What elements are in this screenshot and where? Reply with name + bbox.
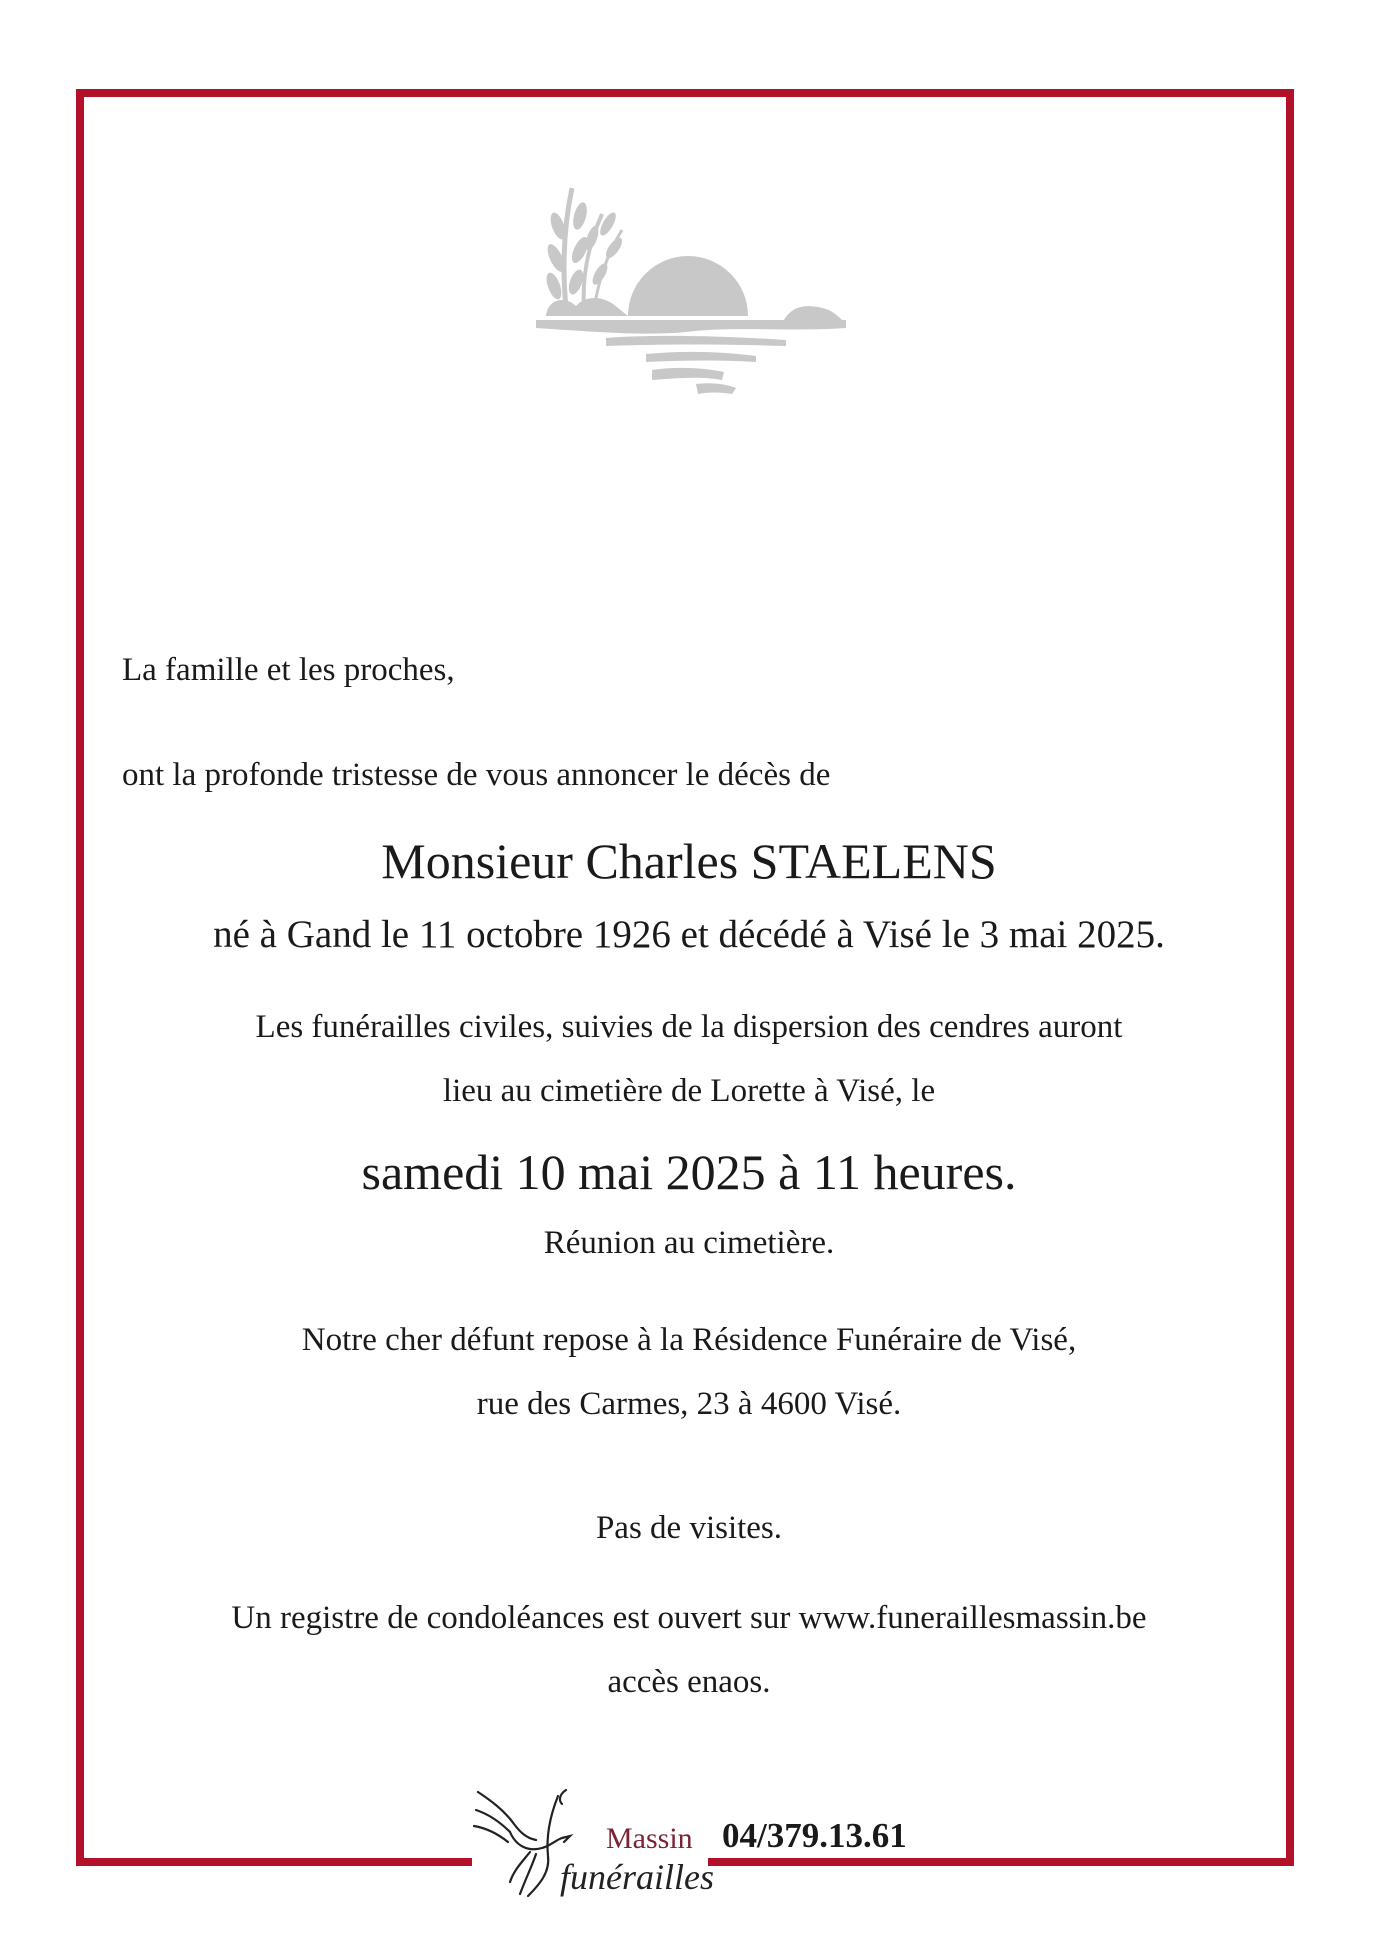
phone-number: 04/379.13.61 [722,1816,907,1855]
rest-line-2: rue des Carmes, 23 à 4600 Visé. [476,1386,902,1422]
birth-death-dates: né à Gand le 11 octobre 1926 et décédé à Visé le 3 mai 2025. [213,913,1165,956]
meeting-place: Réunion au cimetière. [543,1225,835,1261]
visits-note: Pas de visites. [595,1510,783,1546]
intro-text: La famille et les proches, [122,652,455,688]
funeral-line-2: lieu au cimetière de Lorette à Visé, le [442,1073,936,1109]
sunset-reeds-icon [536,186,846,422]
registry-line-2: accès enaos. [607,1664,771,1700]
funeral-date: samedi 10 mai 2025 à 11 heures. [361,1144,1017,1200]
funeral-home-logo [470,1786,714,1904]
funeral-line-1: Les funérailles civiles, suivies de la dispersion des cendres auront [255,1009,1123,1045]
registry-line-1: Un registre de condoléances est ouvert sur www.funeraillesmassin.be [231,1600,1147,1636]
logo-word-massin: Massin [606,1822,693,1855]
deceased-name: Monsieur Charles STAELENS [381,833,997,889]
logo-word-funerailles: funérailles [560,1857,714,1897]
rest-line-1: Notre cher défunt repose à la Résidence Funéraire de Visé, [301,1322,1077,1358]
announcement-text: ont la profonde tristesse de vous annoncer le décès de [122,757,831,793]
